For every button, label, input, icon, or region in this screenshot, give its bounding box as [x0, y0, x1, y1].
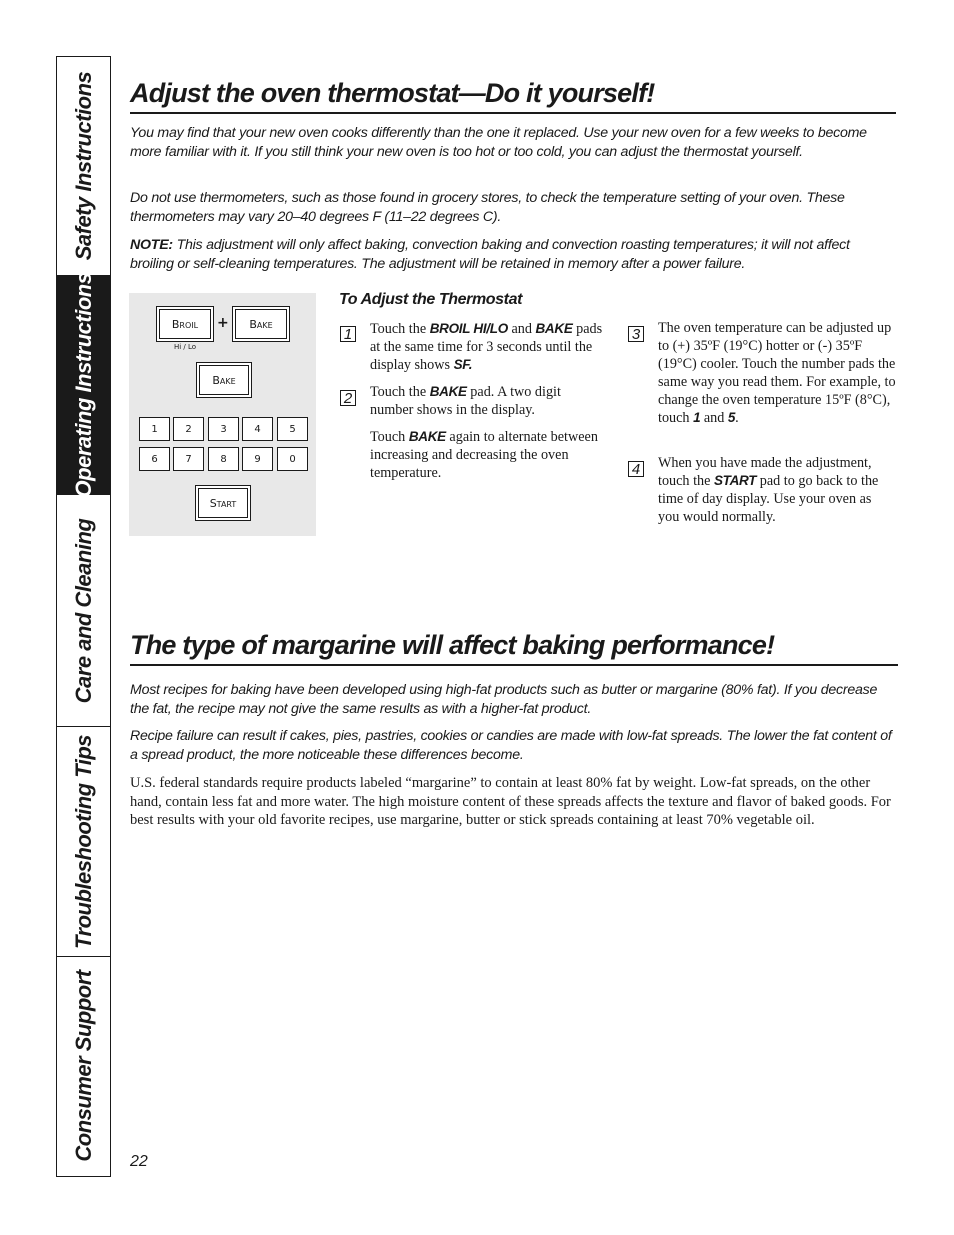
- thermostat-intro: You may find that your new oven cooks differently than the one it replaced. Use your new oven for a few weeks to become more familiar with it. If you still think your new oven is too hot or too cold, you can adjust the thermostat yourself.: [130, 125, 867, 160]
- number-pad-4[interactable]: 4: [242, 417, 273, 441]
- tab-troubleshooting-tips[interactable]: [57, 727, 110, 957]
- step-1-text: Touch the BROIL HI/LO and BAKE pads at the same time for 3 seconds until the display shows SF.: [370, 321, 603, 373]
- step-3-text: The oven temperature can be adjusted up to (+) 35ºF (19°C) hotter or (-) 35ºF (19°C) cooler. Touch the number pads the same way you read them. For example, to change the oven temperature 15ºF (8°C), touch 1 and 5.: [658, 320, 896, 426]
- broil-pad-label: Broil: [171, 317, 199, 331]
- broil-hi-lo-pad[interactable]: [159, 309, 211, 339]
- tab-label: Safety Instructions: [70, 71, 96, 261]
- start-pad-label: Start: [209, 496, 237, 510]
- section-tabs: [56, 56, 111, 1177]
- thermostat-note: [130, 236, 896, 273]
- margarine-heading: The type of margarine will affect baking performance!: [130, 630, 898, 666]
- number-pad-6[interactable]: 6: [139, 447, 170, 471]
- note-text: This adjustment will only affect baking, convection baking and convection roasting temperatures; it will not affect broiling or self-cleaning temperatures. The adjustment will be retained in memory after a power failure.: [130, 237, 850, 272]
- number-pad-7[interactable]: 7: [173, 447, 204, 471]
- federal-standards-paragraph: U.S. federal standards require products labeled “margarine” to contain at least 80% fat by weight. Low-fat spreads, on the other hand, contain less fat and more water. The high moisture content of these spreads affects the texture and flavor of baked goods. For best results with your old favorite recipes, use margarine, butter or stick spreads containing at least 70% vegetable oil.: [130, 775, 891, 829]
- tab-safety-instructions[interactable]: [57, 57, 110, 276]
- step-4-text: When you have made the adjustment, touch the START pad to go back to the time of day display. Use your oven as you would normally.: [658, 455, 879, 525]
- number-pad-9[interactable]: 9: [242, 447, 273, 471]
- tab-consumer-support[interactable]: [57, 957, 110, 1175]
- number-pad-2[interactable]: 2: [173, 417, 204, 441]
- step-2-text: Touch the BAKE pad. A two digit number shows in the display.: [370, 384, 561, 418]
- plus-sign: +: [217, 315, 229, 331]
- page-number: 22: [130, 1153, 148, 1170]
- tab-label: Troubleshooting Tips: [70, 734, 96, 949]
- bake-pad[interactable]: [235, 309, 287, 339]
- bake-pad-second[interactable]: [199, 365, 249, 395]
- tab-label: Care and Cleaning: [70, 518, 96, 703]
- step-1-number: 1: [340, 326, 356, 342]
- step-2-extra-text: Touch BAKE again to alternate between increasing and decreasing the oven temperature.: [370, 429, 598, 481]
- number-pad-5[interactable]: 5: [277, 417, 308, 441]
- recipe-failure-paragraph: Recipe failure can result if cakes, pies, pastries, cookies or candies are made with low-fat spreads. The lower the fat content of a spread product, the more noticeable these differences become.: [130, 728, 892, 763]
- tab-label: Consumer Support: [70, 970, 96, 1162]
- step-4-number: 4: [628, 461, 644, 477]
- number-pad-3[interactable]: 3: [208, 417, 239, 441]
- start-pad[interactable]: [198, 488, 248, 518]
- broil-pad-sublabel: Hi / Lo: [174, 343, 197, 351]
- number-pad-1[interactable]: 1: [139, 417, 170, 441]
- tab-label: Operating Instructions: [70, 272, 96, 498]
- tab-operating-instructions[interactable]: [57, 272, 110, 498]
- step-2-number: 2: [340, 390, 356, 406]
- margarine-intro: Most recipes for baking have been developed using high-fat products such as butter or margarine (80% fat). If you decrease the fat, the recipe may not give the same results as with a higher-fat product.: [130, 682, 878, 717]
- number-pad-0[interactable]: 0: [277, 447, 308, 471]
- thermostat-heading: Adjust the oven thermostat—Do it yourself!: [130, 78, 896, 114]
- bake-pad-label: Bake: [249, 317, 273, 331]
- tab-care-and-cleaning[interactable]: [57, 495, 110, 727]
- control-panel-illustration: [129, 293, 316, 536]
- bake-pad-label: Bake: [212, 373, 236, 387]
- number-pad-8[interactable]: 8: [208, 447, 239, 471]
- thermometer-warning: Do not use thermometers, such as those found in grocery stores, to check the temperature setting of your oven. These thermometers may vary 20–40 degrees F (11–22 degrees C).: [130, 190, 845, 225]
- steps-heading: To Adjust the Thermostat: [339, 291, 522, 308]
- step-3-number: 3: [628, 326, 644, 342]
- note-label: NOTE:: [130, 237, 173, 253]
